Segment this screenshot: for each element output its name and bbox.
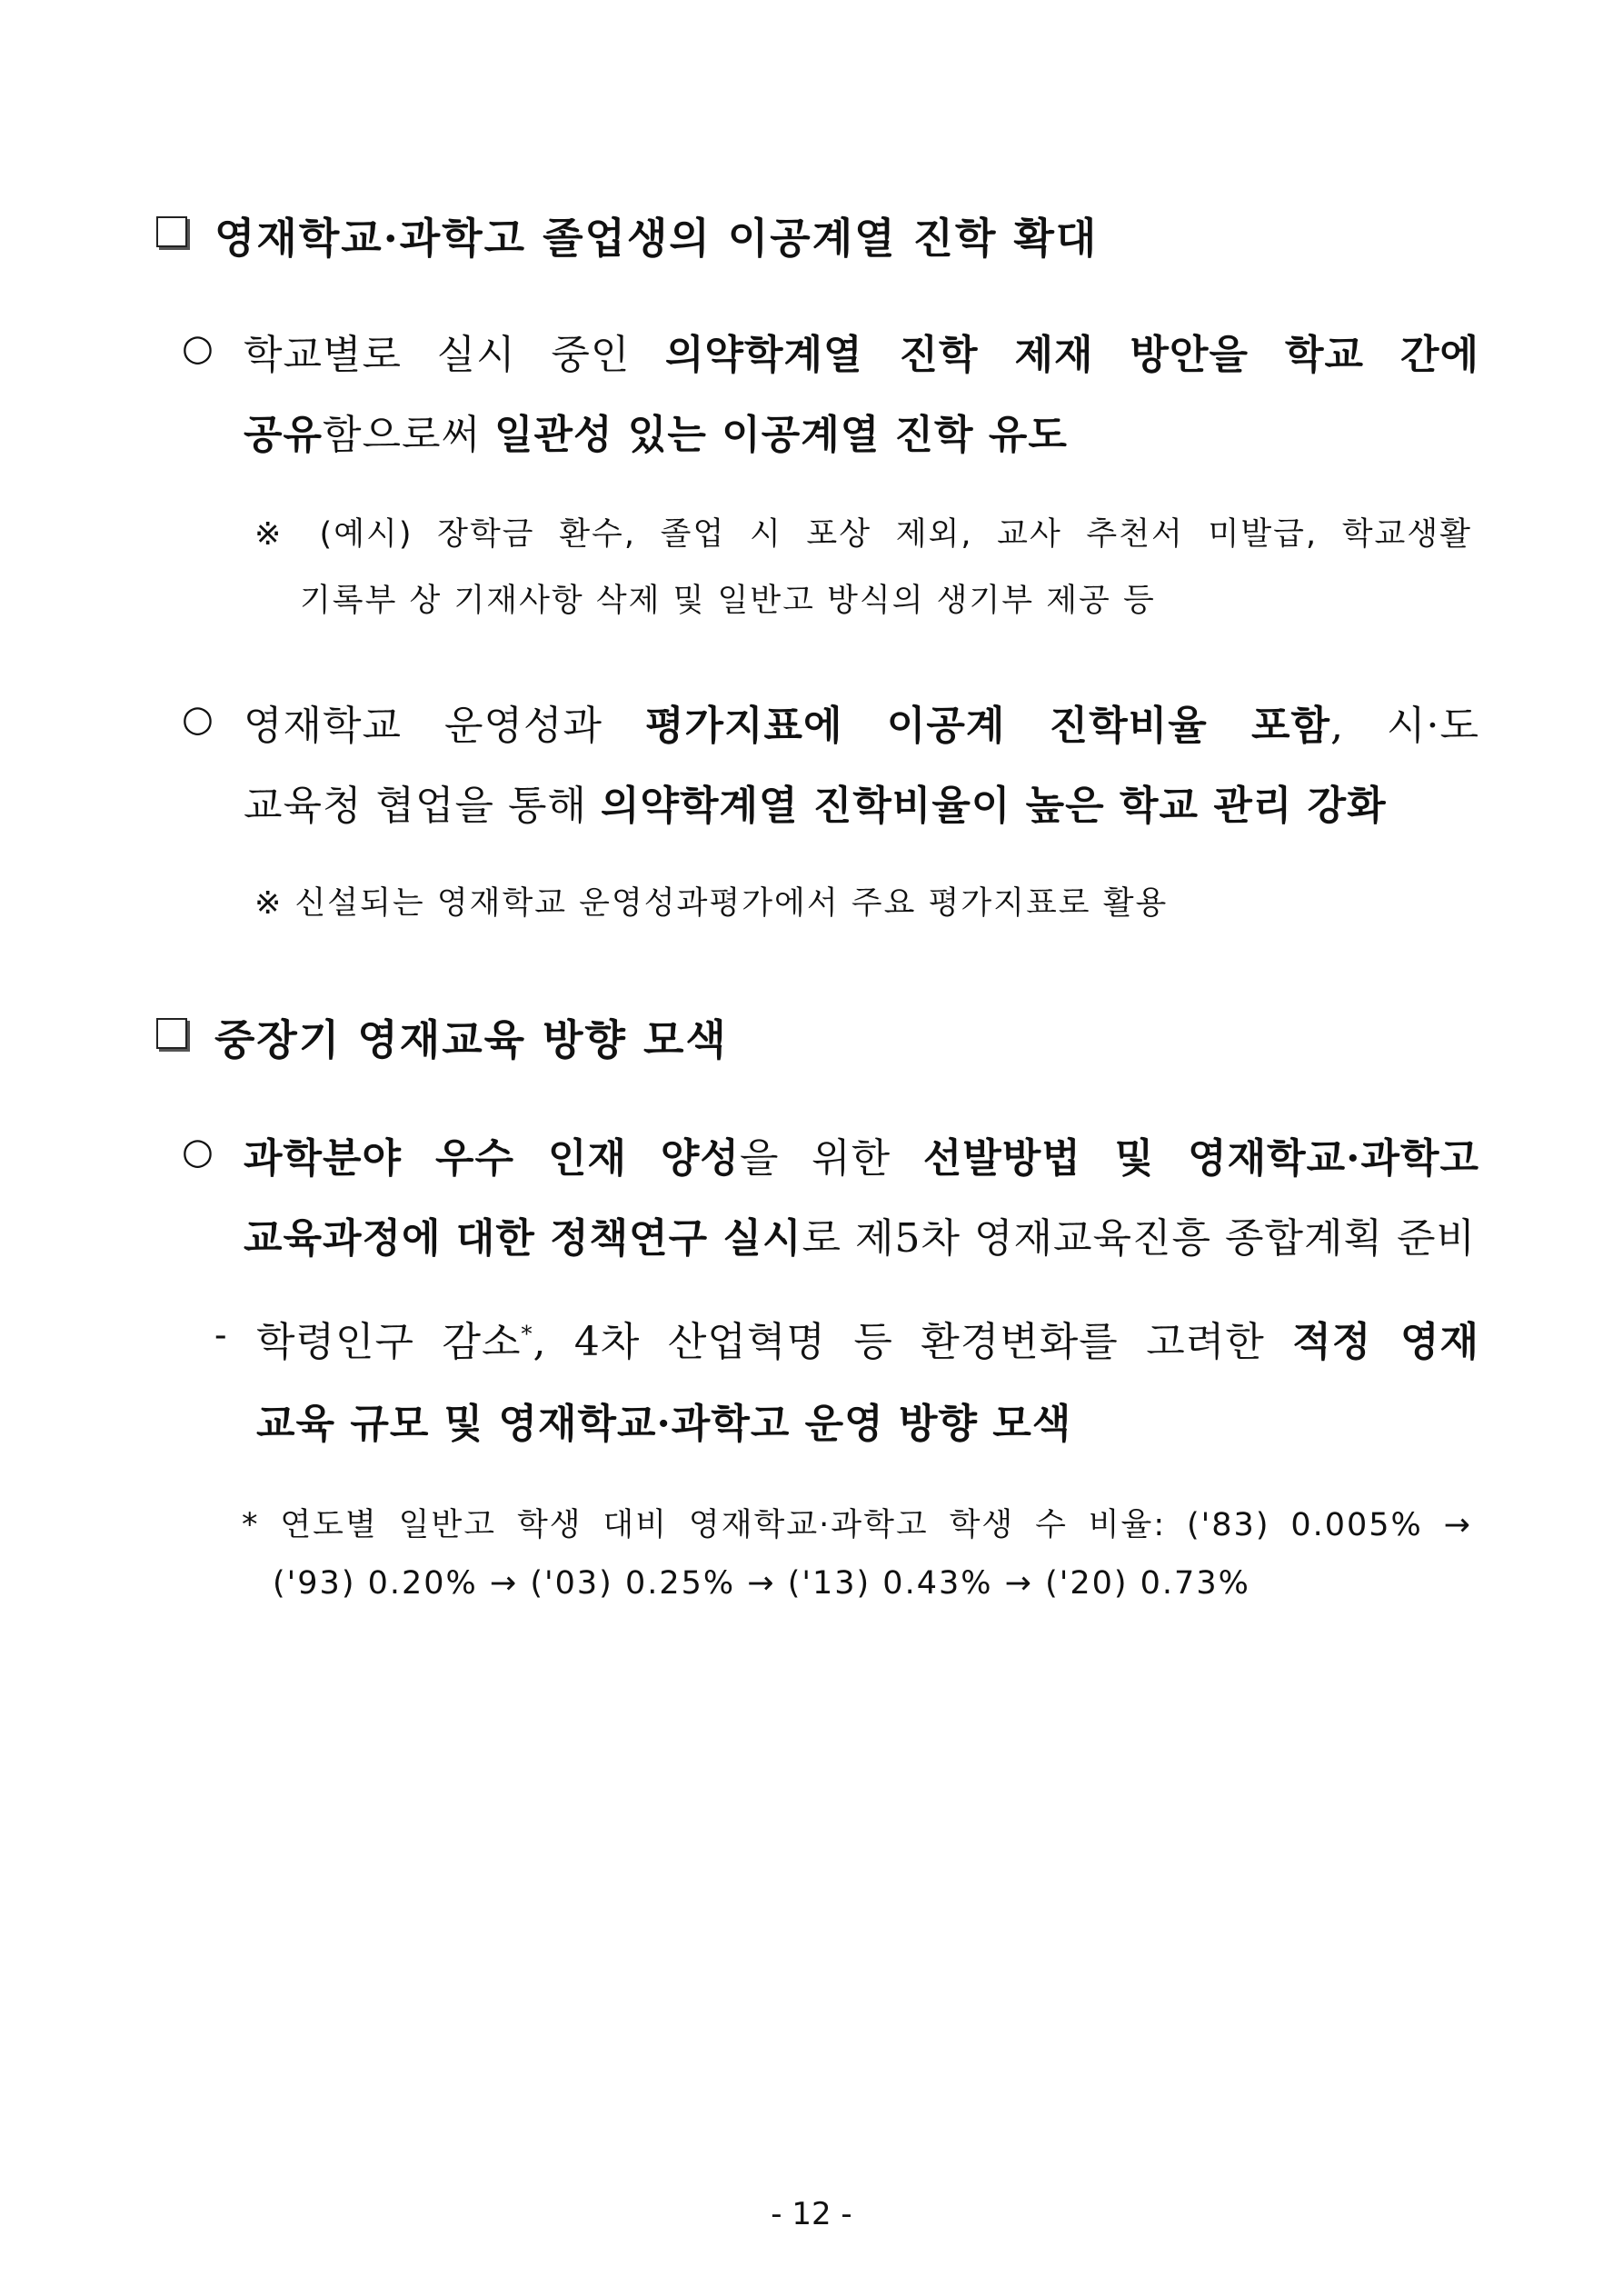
bold-text-run: 선발방법 및 영재학교·과학고 bbox=[922, 1135, 1480, 1182]
text-run: 학교별로 실시 중인 bbox=[244, 332, 665, 378]
bullet-line bbox=[244, 693, 1479, 751]
text-run: 학령인구 감소 bbox=[256, 1319, 522, 1365]
text-run: 영재학교 운영성과 bbox=[244, 703, 646, 749]
note-line: 기록부 상 기재사항 삭제 및 일반고 방식의 생기부 제공 등 bbox=[300, 583, 1156, 619]
dash-line: 교육 규모 및 영재학교·과학고 운영 방향 모색 bbox=[256, 1401, 1072, 1447]
text-run: , 4차 산업혁명 등 환경변화를 고려한 bbox=[533, 1319, 1293, 1365]
section-heading-1: 영재학교·과학고 졸업생의 이공계열 진학 확대 bbox=[214, 214, 1099, 263]
bold-text-run: 과학분야 우수 인재 양성 bbox=[244, 1135, 740, 1182]
text-run: 함으로써 bbox=[323, 412, 495, 458]
footnote-line: * 연도별 일반고 학생 대비 영재학교·과학고 학생 수 비율: ('83) 0.005% → bbox=[242, 1507, 1472, 1543]
footnote-line: ('93) 0.20% → ('03) 0.25% → ('13) 0.43% → ('20) 0.73% bbox=[273, 1565, 1250, 1602]
dash-marker: - bbox=[214, 1314, 227, 1356]
bold-text-run: 의약학계열 진학 제재 방안을 학교 간에 bbox=[665, 332, 1479, 378]
bold-text-run: 일관성 있는 이공계열 진학 유도 bbox=[494, 412, 1068, 458]
note-line: ※ (예시) 장학금 환수, 졸업 시 포상 제외, 교사 추천서 미발급, 학교생활 bbox=[254, 516, 1472, 553]
bullet-marker: ○ bbox=[182, 1131, 214, 1173]
bold-text-run: 평가지표에 이공계 진학비율 포함 bbox=[645, 703, 1331, 749]
checkbox-square-icon bbox=[156, 216, 187, 247]
dash-line bbox=[256, 1309, 1479, 1367]
section-heading-2: 중장기 영재교육 방향 모색 bbox=[214, 1015, 728, 1064]
bold-text-run: 의약학계열 진학비율이 높은 학교 관리 강화 bbox=[601, 783, 1387, 829]
bold-text-run: 적정 영재 bbox=[1292, 1319, 1479, 1365]
page-number: - 12 - bbox=[771, 2196, 852, 2232]
bullet-line bbox=[244, 402, 1068, 460]
bullet-line bbox=[244, 773, 1387, 831]
bullet-line bbox=[244, 1205, 1476, 1263]
bullet-marker: ○ bbox=[182, 698, 214, 740]
text-run: 을 위한 bbox=[739, 1135, 923, 1182]
text-run: 교육청 협업을 통해 bbox=[244, 783, 601, 829]
bullet-line bbox=[244, 322, 1479, 380]
bold-text-run: 교육과정에 대한 정책연구 실시 bbox=[244, 1215, 802, 1262]
bold-text-run: 공유 bbox=[244, 412, 324, 458]
checkbox-square-icon bbox=[156, 1018, 187, 1049]
text-run: 로 제5차 영재교육진흥 종합계획 준비 bbox=[802, 1215, 1477, 1262]
bullet-line bbox=[244, 1125, 1479, 1183]
footnote-marker: * bbox=[521, 1321, 533, 1347]
note-line: ※ 신설되는 영재학교 운영성과평가에서 주요 평가지표로 활용 bbox=[254, 885, 1169, 922]
text-run: , 시·도 bbox=[1330, 703, 1479, 749]
bullet-marker: ○ bbox=[182, 327, 214, 369]
